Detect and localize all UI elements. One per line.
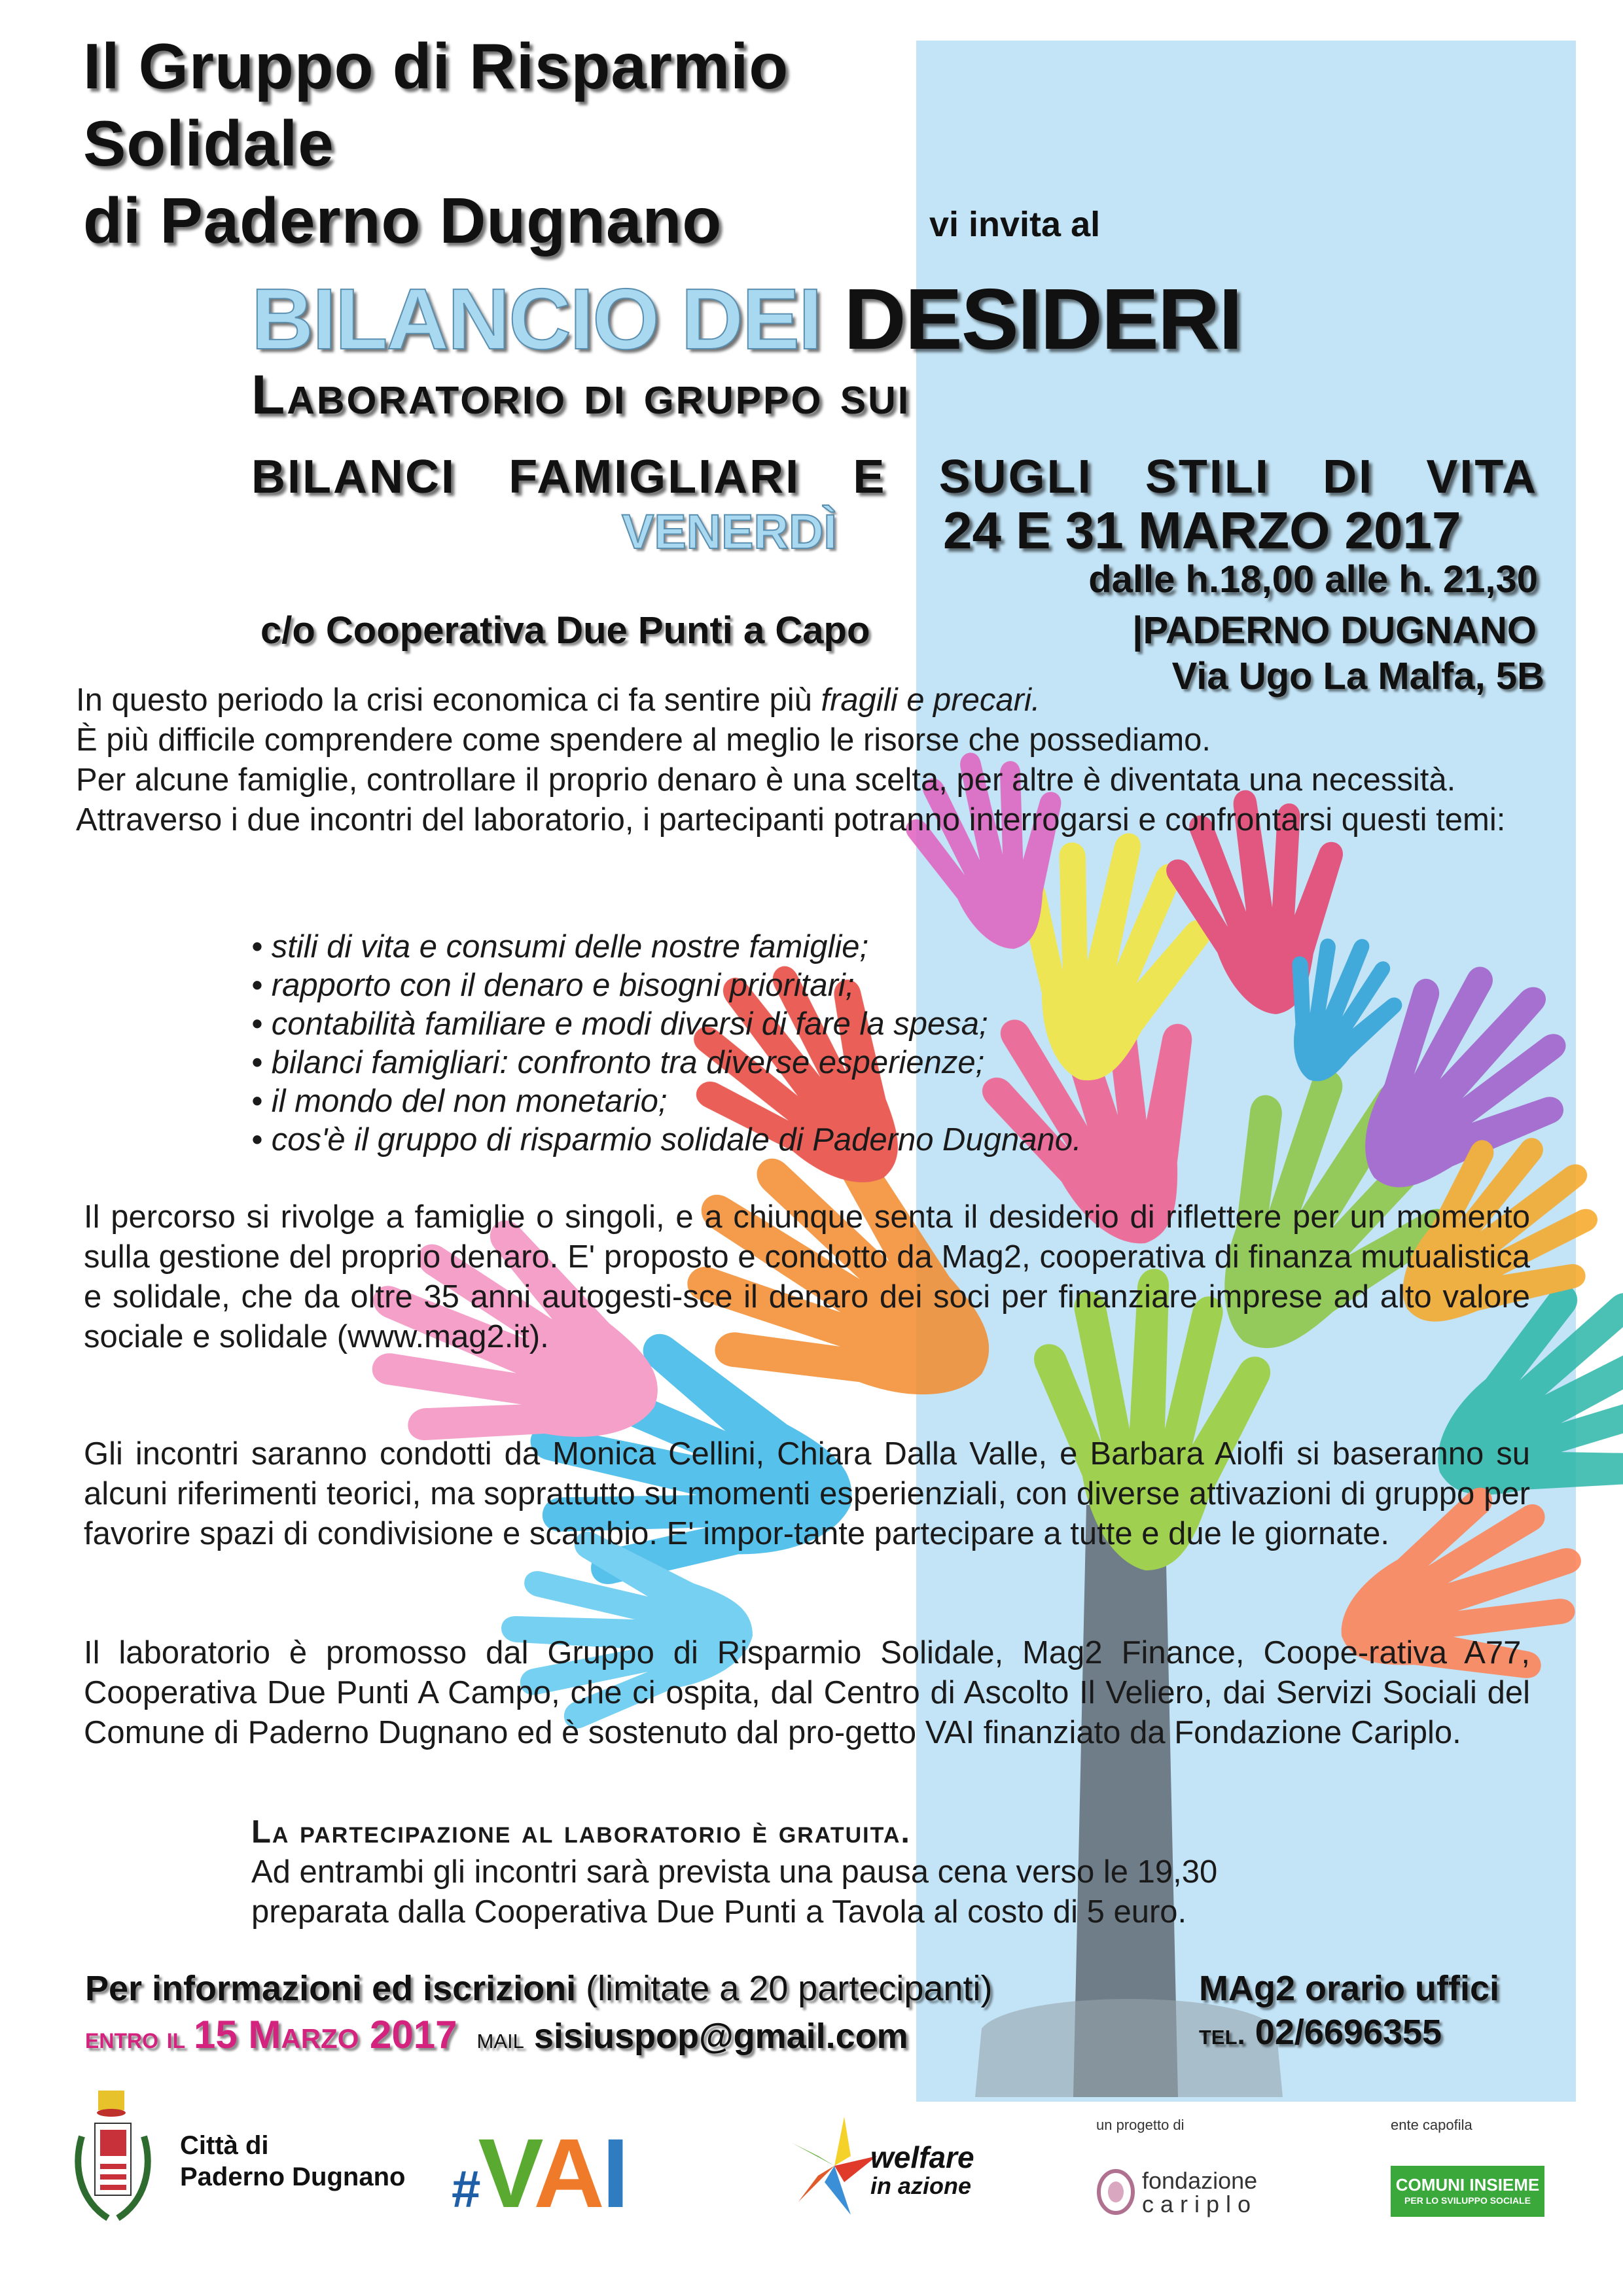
comuni-insieme-logo <box>1391 2166 1544 2217</box>
mag2-office-hours: MAg2 orario uffici <box>1199 1969 1500 2008</box>
event-title-blue: BILANCIO DEI <box>251 271 821 367</box>
audience-paragraph: Il percorso si rivolge a famiglie o singoli, e a chiunque senta il desiderio di riflettere per un momento sulla gestione del proprio denaro. E' proposto e condotto da Mag2, cooperativa di finanza mutualistica e solidale, che da oltre 35 anni autogesti-sce il denaro dei soci per finanziare imprese ad alto valore sociale e solidale (www.mag2.it). <box>84 1199 1530 1354</box>
city-crest-logo <box>69 2091 160 2225</box>
intro-italic: fragili e precari. <box>821 682 1041 718</box>
organizer-title-line-1: Il Gruppo di Risparmio <box>83 30 789 102</box>
welfare-in-azione-logo <box>792 2117 974 2218</box>
event-subtitle-1: Laboratorio di gruppo sui <box>251 364 911 425</box>
event-title <box>251 270 1241 368</box>
venue-city: |PADERNO DUGNANO <box>1132 609 1537 652</box>
vai-logo: #VAI <box>452 2118 627 2228</box>
event-dates: 24 E 31 MARZO 2017 <box>943 501 1461 559</box>
deadline-prefix: entro il <box>85 2021 194 2055</box>
list-item: • rapporto con il denaro e bisogni prioritari; <box>251 968 855 1003</box>
dinner-note-1: Ad entrambi gli incontri sarà prevista una pausa cena verso le 19,30 <box>251 1854 1218 1890</box>
cariplo-seal-icon <box>1096 2169 1135 2215</box>
free-participation-note <box>251 1812 1495 1932</box>
list-item: • bilanci famigliari: confronto tra diverse esperienze; <box>251 1045 985 1080</box>
venue-name: c/o Cooperativa Due Punti a Capo <box>260 609 870 652</box>
facilitators-paragraph: Gli incontri saranno condotti da Monica Cellini, Chiara Dalla Valle, e Barbara Aiolfi si baseranno su alcuni riferimenti teorici, ma soprattutto su momenti esperienziali, con diverse attivazioni di gruppo per favorire spazi di condivisione e scambio. E' impor-tante partecipare a tutte e due le giornate. <box>84 1436 1530 1551</box>
list-item: • il mondo del non monetario; <box>251 1084 668 1119</box>
email-link[interactable]: sisiuspop@gmail.com <box>533 2017 908 2056</box>
welfare-line-1: welfare <box>870 2140 974 2174</box>
event-title-black: DESIDERI <box>844 271 1241 367</box>
promoters-paragraph: Il laboratorio è promosso dal Gruppo di Risparmio Solidale, Mag2 Finance, Coope-rativa A77, Cooperativa Due Punti A Campo, che ci ospita, dal Centro di Ascolto Il Veliero, dai Servizi Sociali del Comune di Paderno Dugnano ed è sostenuto dal pro-getto VAI finanziato da Fondazione Cariplo. <box>84 1635 1530 1750</box>
event-day: VENERDÌ <box>622 504 837 559</box>
deadline-date: 15 Marzo 2017 <box>194 2013 457 2057</box>
cariplo-line-2: cariplo <box>1142 2191 1258 2217</box>
lead-entity-caption: ente capofila <box>1391 2117 1472 2133</box>
deadline-line <box>85 2012 908 2057</box>
list-item: • stili di vita e consumi delle nostre famiglie; <box>251 929 869 964</box>
list-item: • cos'è il gruppo di risparmio solidale di Paderno Dugnano. <box>251 1122 1082 1157</box>
comuni-sub: PER LO SVILUPPO SOCIALE <box>1404 2195 1531 2206</box>
topics-list <box>251 928 1082 1159</box>
phone-number[interactable]: 02/6696355 <box>1255 2013 1442 2052</box>
city-name <box>180 2130 405 2193</box>
event-subtitle-2: BILANCI FAMIGLIARI E SUGLI STILI DI VITA <box>251 451 1538 503</box>
info-line <box>85 1968 992 2009</box>
welfare-line-2: in azione <box>870 2172 972 2199</box>
intro-paragraph <box>76 680 1529 840</box>
list-item: • contabilità familiare e modi diversi di fare la spesa; <box>251 1006 988 1042</box>
info-label: Per informazioni ed iscrizioni <box>85 1969 577 2008</box>
intro-text: In questo periodo la crisi economica ci fa sentire più <box>76 682 821 718</box>
cariplo-line-1: fondazione <box>1142 2167 1258 2194</box>
comuni-text: COMUNI INSIEME <box>1395 2175 1540 2195</box>
free-participation-title: La partecipazione al laboratorio è gratuita. <box>251 1814 912 1850</box>
organizer-title-line-3: di Paderno Dugnano <box>83 185 722 256</box>
dinner-note-2: preparata dalla Cooperativa Due Punti a Tavola al costo di 5 euro. <box>251 1894 1187 1930</box>
coat-of-arms-icon <box>69 2091 160 2221</box>
info-limit: (limitate a 20 partecipanti) <box>576 1969 993 2008</box>
event-venue <box>260 609 1537 652</box>
hash-icon: # <box>452 2160 478 2218</box>
city-line-2: Paderno Dugnano <box>180 2163 406 2191</box>
mail-label: mail <box>476 2022 524 2055</box>
tel-label: tel. <box>1199 2019 1245 2051</box>
organizer-title-line-2: Solidale <box>83 107 334 179</box>
event-address: Via Ugo La Malfa, 5B <box>1171 655 1544 698</box>
pinwheel-icon <box>792 2117 877 2215</box>
phone-line <box>1199 2012 1442 2053</box>
city-line-1: Città di <box>180 2131 269 2160</box>
event-hours: dalle h.18,00 alle h. 21,30 <box>1088 558 1538 601</box>
invite-text: vi invita al <box>929 205 1101 244</box>
intro-text-2: È più difficile comprendere come spendere al meglio le risorse che possediamo. <box>76 722 1211 758</box>
intro-text-3: Per alcune famiglie, controllare il proprio denaro è una scelta, per altre è diventata una necessità. Attraverso i due incontri del laboratorio, i partecipanti potranno interrogarsi e confrontarsi questi temi: <box>76 762 1506 838</box>
fondazione-cariplo-logo <box>1096 2167 1258 2218</box>
cariplo-caption: un progetto di <box>1096 2117 1185 2133</box>
